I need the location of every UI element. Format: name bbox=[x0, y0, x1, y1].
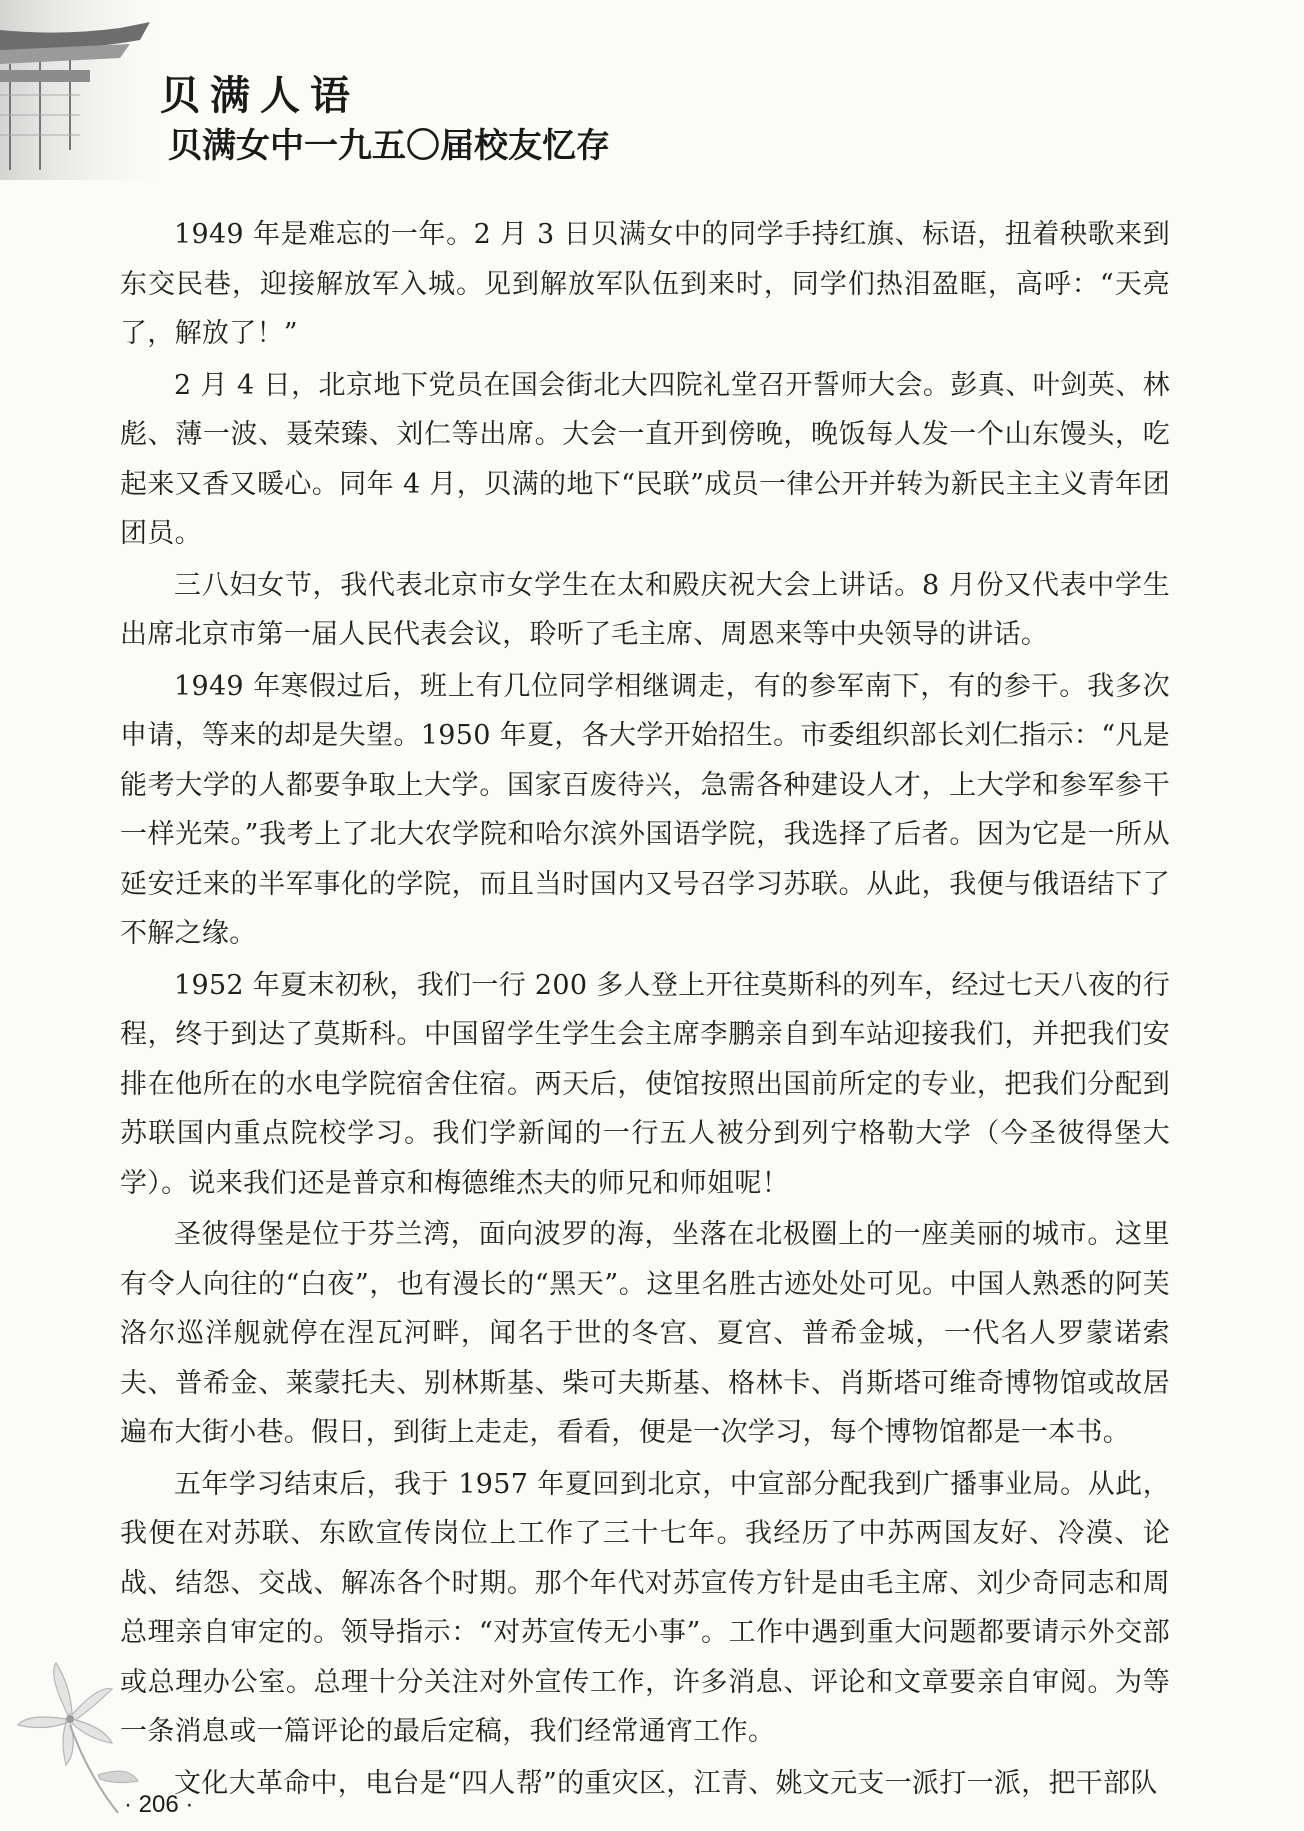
paragraph-6: 圣彼得堡是位于芬兰湾，面向波罗的海，坐落在北极圈上的一座美丽的城市。这里有令人向往的“白夜”，也有漫长的“黑天”。这里名胜古迹处处可见。中国人熟悉的阿芙洛尔巡洋舰就停在涅瓦河畔，闻名于世的冬宫、夏宫、普希金城，一代名人罗蒙诺索夫、普希金、莱蒙托夫、别林斯基、柴可夫斯基、格林卡、肖斯塔可维奇博物馆或故居遍布大街小巷。假日，到街上走走，看看，便是一次学习，每个博物馆都是一本书。 bbox=[120, 1219, 1170, 1448]
paragraph-7: 五年学习结束后，我于 1957 年夏回到北京，中宣部分配我到广播事业局。从此，我便在对苏联、东欧宣传岗位上工作了三十七年。我经历了中苏两国友好、冷漠、论战、结怨、交战、解冻各个时期。那个年代对苏宣传方针是由毛主席、刘少奇同志和周总理亲自审定的。领导指示：“对苏宣传无小事”。工作中遇到重大问题都要请示外交部或总理办公室。总理十分关注对外宣传工作，许多消息、评论和文章要亲自审阅。为等一条消息或一篇评论的最后定稿，我们经常通宵工作。 bbox=[120, 1468, 1170, 1747]
page-number: · 206 · bbox=[124, 1791, 194, 1818]
article-body bbox=[120, 210, 1170, 1810]
book-title: 贝满人语 bbox=[160, 73, 360, 119]
paragraph-4: 1949 年寒假过后，班上有几位同学相继调走，有的参军南下，有的参干。我多次申请，等来的却是失望。1950 年夏，各大学开始招生。市委组织部长刘仁指示：“凡是能考大学的人都要争取上大学。国家百废待兴，急需各种建设人才，上大学和参军参干一样光荣。”我考上了北大农学院和哈尔滨外国语学院，我选择了后者。因为它是一所从延安迁来的半军事化的学院，而且当时国内又号召学习苏联。从此，我便与俄语结下了不解之缘。 bbox=[120, 670, 1170, 949]
paragraph-5: 1952 年夏末初秋，我们一行 200 多人登上开往莫斯科的列车，经过七天八夜的行程，终于到达了莫斯科。中国留学生学生会主席李鹏亲自到车站迎接我们，并把我们安排在他所在的水电学院宿舍住宿。两天后，使馆按照出国前所定的专业，把我们分配到苏联国内重点院校学习。我们学新闻的一行五人被分到列宁格勒大学（今圣彼得堡大学）。说来我们还是普京和梅德维杰夫的师兄和师姐呢！ bbox=[120, 969, 1170, 1199]
paragraph-2: 2 月 4 日，北京地下党员在国会街北大四院礼堂召开誓师大会。彭真、叶剑英、林彪、薄一波、聂荣臻、刘仁等出席。大会一直开到傍晚，晚饭每人发一个山东馒头，吃起来又香又暖心。同年 4 月，贝满的地下“民联”成员一律公开并转为新民主主义青年团团员。 bbox=[120, 369, 1170, 549]
paragraph-8: 文化大革命中，电台是“四人帮”的重灾区，江青、姚文元支一派打一派，把干部队 bbox=[174, 1767, 1158, 1799]
paragraph-3: 三八妇女节，我代表北京市女学生在太和殿庆祝大会上讲话。8 月份又代表中学生出席北京市第一届人民代表会议，聆听了毛主席、周恩来等中央领导的讲话。 bbox=[120, 569, 1170, 650]
pavilion-roof-icon bbox=[0, 0, 160, 180]
paragraph-1: 1949 年是难忘的一年。2 月 3 日贝满女中的同学手持红旗、标语，扭着秧歌来到东交民巷，迎接解放军入城。见到解放军队伍到来时，同学们热泪盈眶，高呼：“天亮了，解放了！” bbox=[120, 219, 1170, 349]
book-subtitle: 贝满女中一九五〇届校友忆存 bbox=[168, 126, 610, 166]
